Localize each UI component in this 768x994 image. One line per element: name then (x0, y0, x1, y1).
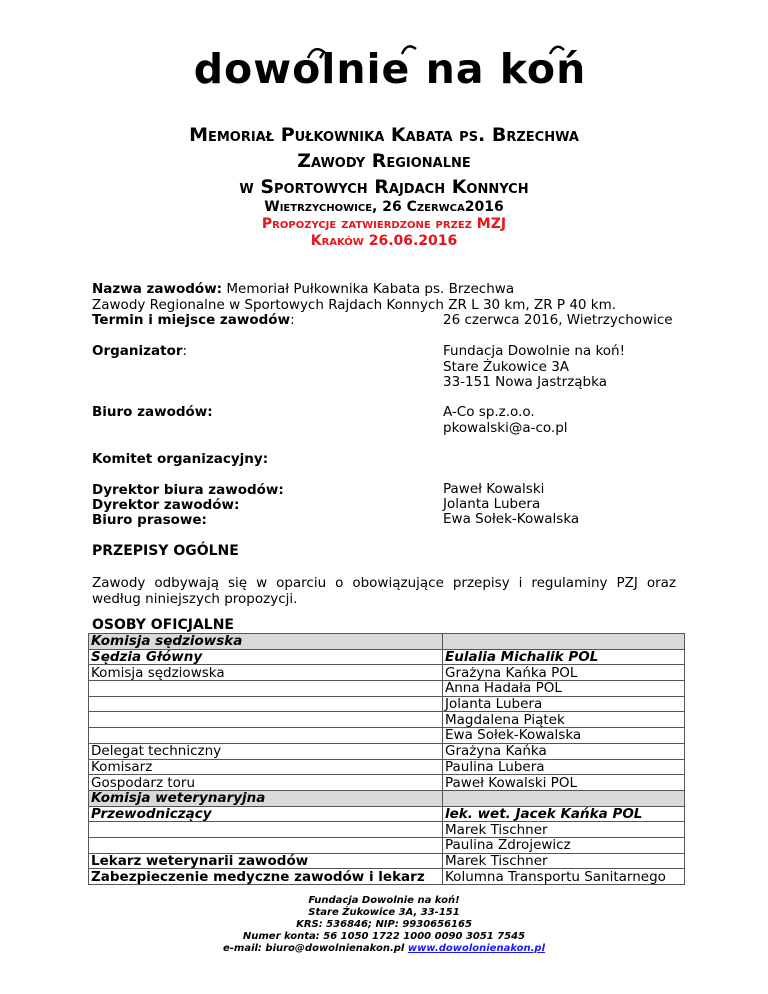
title-place-date: Wietrzychowice, 26 Czerwca2016 (264, 199, 504, 215)
person-cell: Marek Tischner (443, 853, 685, 869)
table-section-row (89, 634, 685, 650)
officials-table (88, 633, 685, 885)
organizer-label-line (92, 343, 187, 359)
person-cell: Eulalia Michalik POL (443, 649, 685, 665)
person-cell: Kolumna Transportu Sanitarnego (443, 869, 685, 885)
committee-person: Paweł Kowalski (443, 481, 545, 497)
general-rules-line2: według niniejszych propozycji. (92, 591, 298, 607)
table-row (89, 759, 685, 775)
table-row (89, 728, 685, 744)
role-cell (89, 837, 443, 853)
role-cell (89, 728, 443, 744)
committee-role: Dyrektor zawodów: (92, 497, 240, 513)
role-cell (89, 696, 443, 712)
person-cell: Marek Tischner (443, 822, 685, 838)
person-cell: Anna Hadała POL (443, 681, 685, 697)
person-cell: Paulina Zdrojewicz (443, 837, 685, 853)
office-email: pkowalski@a-co.pl (443, 420, 568, 436)
footer-address: Stare Żukowice 3A, 33-151 (308, 907, 460, 918)
person-cell: Ewa Sołek-Kowalska (443, 728, 685, 744)
committee-person: Ewa Sołek-Kowalska (443, 511, 580, 527)
competition-name-line2: Zawody Regionalne w Sportowych Rajdach Konnych ZR L 30 km, ZR P 40 km. (92, 297, 617, 313)
table-row (89, 853, 685, 869)
title-line3: w Sportowych Rajdach Konnych (239, 176, 529, 198)
title-line2: Zawody Regionalne (297, 150, 471, 172)
role-cell: Przewodniczący (89, 806, 443, 822)
footer-email: e-mail: biuro@dowolnienakon.pl (222, 943, 408, 954)
role-cell: Delegat techniczny (89, 743, 443, 759)
footer-contact (0, 943, 768, 955)
role-cell (89, 681, 443, 697)
general-rules-line1: Zawody odbywają się w oparciu o obowiązujące przepisy i regulaminy PZJ oraz (92, 575, 676, 591)
officials-heading: OSOBY OFICJALNE (92, 617, 234, 633)
person-cell: lek. wet. Jacek Kańka POL (443, 806, 685, 822)
role-cell: Komisja sędziowska (89, 634, 443, 650)
term-value: 26 czerwca 2016, Wietrzychowice (443, 312, 673, 328)
person-cell: Jolanta Lubera (443, 696, 685, 712)
table-row (89, 822, 685, 838)
person-cell (443, 790, 685, 806)
role-cell: Zabezpieczenie medyczne zawodów i lekarz (89, 869, 443, 885)
competition-name (92, 281, 514, 297)
person-cell: Magdalena Piątek (443, 712, 685, 728)
role-cell: Komisja weterynaryjna (89, 790, 443, 806)
organizer-colon: : (182, 343, 188, 359)
table-row (89, 806, 685, 822)
approval-line1: Propozycje zatwierdzone przez MZJ (261, 216, 507, 232)
term-label: Termin i miejsce zawodów (92, 312, 291, 328)
table-row (89, 837, 685, 853)
organizer-label: Organizator (92, 343, 183, 359)
term-colon: : (290, 312, 295, 328)
office-line: A-Co sp.z.o.o. (443, 404, 535, 420)
organizer-line: Stare Żukowice 3A (443, 359, 570, 375)
committee-role: Biuro prasowe: (92, 512, 207, 528)
role-cell: Komisja sędziowska (89, 665, 443, 681)
person-cell: Grażyna Kańka POL (443, 665, 685, 681)
role-cell: Sędzia Główny (89, 649, 443, 665)
organizer-line: Fundacja Dowolnie na koń! (443, 343, 626, 359)
role-cell (89, 822, 443, 838)
table-row (89, 775, 685, 791)
committee-role: Dyrektor biura zawodów: (92, 482, 284, 498)
role-cell: Gospodarz toru (89, 775, 443, 791)
logo-text: dowolnie na koń (193, 45, 587, 93)
name-label: Nazwa zawodów: (92, 281, 223, 297)
approval-line2: Kraków 26.06.2016 (310, 233, 458, 249)
general-rules-heading: PRZEPISY OGÓLNE (92, 543, 239, 559)
committee-person: Jolanta Lubera (443, 496, 541, 512)
table-row (89, 743, 685, 759)
role-cell (89, 712, 443, 728)
footer-website-link[interactable]: www.dowolonienakon.pl (407, 943, 546, 954)
person-cell: Grażyna Kańka (443, 743, 685, 759)
person-cell: Paweł Kowalski POL (443, 775, 685, 791)
committee-label: Komitet organizacyjny: (92, 451, 269, 467)
table-row (89, 665, 685, 681)
table-row (89, 712, 685, 728)
title-line1: Memoriał Pułkownika Kabata ps. Brzechwa (189, 124, 579, 146)
footer-account: Numer konta: 56 1050 1722 1000 0090 3051 7545 (242, 931, 526, 942)
person-cell: Paulina Lubera (443, 759, 685, 775)
table-row (89, 681, 685, 697)
table-row (89, 696, 685, 712)
person-cell (443, 634, 685, 650)
role-cell: Komisarz (89, 759, 443, 775)
footer-foundation: Fundacja Dowolnie na koń! (308, 895, 460, 906)
role-cell: Lekarz weterynarii zawodów (89, 853, 443, 869)
office-label: Biuro zawodów: (92, 404, 213, 420)
footer-krs-nip: KRS: 536846; NIP: 9930656165 (296, 919, 472, 930)
name-value: Memoriał Pułkownika Kabata ps. Brzechwa (222, 281, 515, 297)
table-row (89, 869, 685, 885)
table-row (89, 649, 685, 665)
term-label-line (92, 312, 295, 328)
organizer-line: 33-151 Nowa Jastrząbka (443, 374, 607, 390)
logo (170, 38, 610, 100)
table-section-row (89, 790, 685, 806)
